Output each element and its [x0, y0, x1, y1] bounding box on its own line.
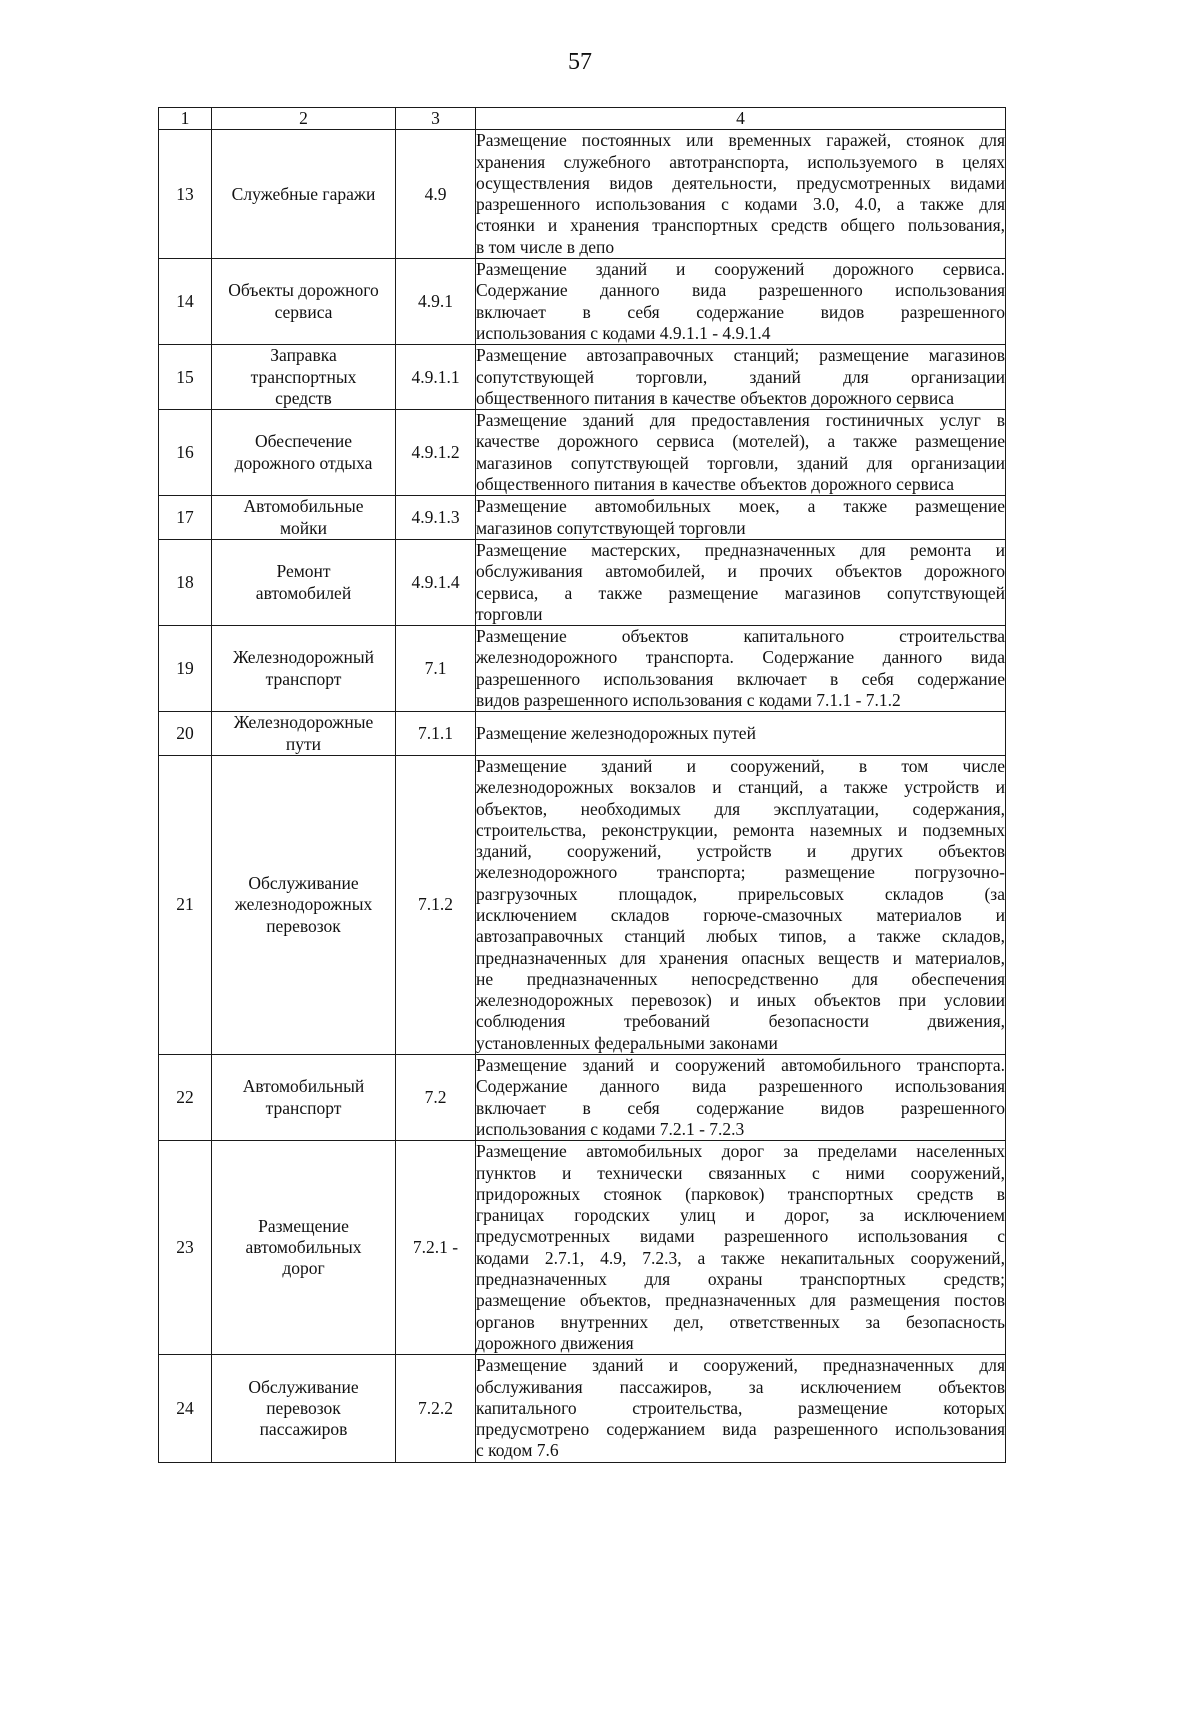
use-description-line: придорожных стоянок (парковок) транспортных средств в	[476, 1183, 1005, 1204]
table-row	[159, 1141, 1006, 1355]
use-name-cell	[212, 1141, 396, 1355]
use-description-line: границах городских улиц и дорог, за исключением	[476, 1205, 1005, 1226]
table-row	[159, 259, 1006, 345]
use-name-line: Ремонт	[276, 561, 331, 582]
use-description-line: магазинов сопутствующей торговли	[476, 517, 746, 538]
use-name-line: дорог	[282, 1258, 325, 1279]
row-number: 22	[159, 1055, 212, 1141]
table-row	[159, 539, 1006, 625]
use-description-cell	[476, 496, 1006, 540]
land-use-table	[158, 107, 1006, 1463]
use-description-cell	[476, 345, 1006, 410]
use-code: 7.2.1 -	[396, 1141, 476, 1355]
use-description-line: включает в себя содержание видов разрешенного	[476, 301, 1005, 322]
use-description-line: Содержание данного вида разрешенного использования	[476, 280, 1005, 301]
use-name-line: средств	[275, 387, 332, 408]
use-name-line: Размещение	[258, 1215, 349, 1236]
use-code: 4.9.1.1	[396, 345, 476, 410]
use-description-line: предназначенных для охраны транспортных средств;	[476, 1269, 1005, 1290]
use-description-line: Размещение зданий и сооружений автомобильного транспорта.	[476, 1055, 1005, 1076]
use-description-line: Размещение зданий и сооружений дорожного сервиса.	[476, 259, 1005, 280]
use-name-line: Автомобильные	[243, 496, 364, 517]
use-description-line: использования с кодами 7.2.1 - 7.2.3	[476, 1118, 745, 1139]
use-description-line: пунктов и технически связанных с ними сооружений,	[476, 1162, 1005, 1183]
use-description-line: строительства, реконструкции, ремонта наземных и подземных	[476, 819, 1005, 840]
table-row	[159, 345, 1006, 410]
use-description-line: разгрузочных площадок, прирельсовых складов (за	[476, 883, 1005, 904]
use-description-line: размещение объектов, предназначенных для размещения постов	[476, 1290, 1005, 1311]
use-description-line: использования с кодами 4.9.1.1 - 4.9.1.4	[476, 322, 771, 343]
header-col-1: 1	[159, 108, 212, 130]
use-description-line: видов разрешенного использования с кодами 7.1.1 - 7.1.2	[476, 690, 901, 711]
use-description-line: исключением складов горюче-смазочных материалов и	[476, 904, 1005, 925]
use-description-line: органов внутренних дел, ответственных за безопасность	[476, 1311, 1005, 1332]
use-description-line: магазинов сопутствующей торговли, зданий для организации	[476, 452, 1005, 473]
row-number: 19	[159, 626, 212, 712]
header-col-2: 2	[212, 108, 396, 130]
use-name-line: Служебные гаражи	[231, 183, 376, 204]
use-description-line: не предназначенных непосредственно для обеспечения	[476, 968, 1005, 989]
use-name-cell	[212, 410, 396, 496]
row-number: 23	[159, 1141, 212, 1355]
use-description-cell	[476, 1055, 1006, 1141]
row-number: 20	[159, 712, 212, 756]
use-name-line: перевозок	[266, 1397, 341, 1418]
use-code: 7.2	[396, 1055, 476, 1141]
use-name-line: Обеспечение	[254, 431, 353, 452]
table-body	[159, 130, 1006, 1462]
use-code: 4.9.1.4	[396, 539, 476, 625]
use-name-line: Автомобильный	[242, 1076, 365, 1097]
use-name-cell	[212, 345, 396, 410]
use-name-cell	[212, 712, 396, 756]
use-description-line: хранения служебного автотранспорта, используемого в целях	[476, 151, 1005, 172]
use-description-line: железнодорожных перевозок) и иных объектов при условии	[476, 990, 1005, 1011]
use-description-cell	[476, 259, 1006, 345]
use-description-line: Размещение зданий для предоставления гостиничных услуг в	[476, 410, 1005, 431]
use-description-cell	[476, 539, 1006, 625]
use-name-line: автомобилей	[255, 582, 352, 603]
use-description-line: Размещение автозаправочных станций; размещение магазинов	[476, 345, 1005, 366]
use-description-line: качестве дорожного сервиса (мотелей), а также размещение	[476, 431, 1005, 452]
table-row	[159, 626, 1006, 712]
use-description-line: Размещение зданий и сооружений, в том числе	[476, 755, 1005, 776]
table-row	[159, 755, 1006, 1054]
use-name-line: Заправка	[270, 345, 337, 366]
row-number: 13	[159, 130, 212, 259]
use-name-line: Обслуживание	[248, 873, 359, 894]
table-row	[159, 496, 1006, 540]
header-row	[159, 108, 1006, 130]
use-description-line: обслуживания пассажиров, за исключением объектов	[476, 1376, 1005, 1397]
use-code: 4.9.1	[396, 259, 476, 345]
table-row	[159, 130, 1006, 259]
row-number: 18	[159, 539, 212, 625]
use-name-line: Железнодорожные	[233, 712, 374, 733]
use-name-line: транспорт	[265, 668, 342, 689]
use-name-line: мойки	[279, 517, 328, 538]
use-description-line: кодами 2.7.1, 4.9, 7.2.3, а также некапитальных сооружений,	[476, 1247, 1005, 1268]
use-description-cell	[476, 755, 1006, 1054]
use-name-line: дорожного отдыха	[234, 452, 373, 473]
use-description-line: сопутствующей торговли, зданий для организации	[476, 366, 1005, 387]
use-description-line: предусмотрено содержанием вида разрешенного использования	[476, 1419, 1005, 1440]
header-col-3: 3	[396, 108, 476, 130]
use-description-line: Размещение мастерских, предназначенных для ремонта и	[476, 539, 1005, 560]
use-name-cell	[212, 626, 396, 712]
use-description-line: Размещение автомобильных дорог за пределами населенных	[476, 1141, 1005, 1162]
use-name-line: сервиса	[274, 301, 333, 322]
row-number: 14	[159, 259, 212, 345]
use-name-line: Железнодорожный	[232, 647, 375, 668]
use-description-line: разрешенного использования включает в себя содержание	[476, 668, 1005, 689]
use-name-cell	[212, 755, 396, 1054]
use-description-line: предусмотренных видами разрешенного использования с	[476, 1226, 1005, 1247]
header-col-4: 4	[476, 108, 1006, 130]
use-code: 4.9.1.2	[396, 410, 476, 496]
use-description-line: сервиса, а также размещение магазинов сопутствующей	[476, 582, 1005, 603]
row-number: 21	[159, 755, 212, 1054]
page-number: 57	[568, 49, 592, 75]
use-description-cell	[476, 1141, 1006, 1355]
use-code: 7.1.1	[396, 712, 476, 756]
use-code: 7.1	[396, 626, 476, 712]
use-description-cell	[476, 626, 1006, 712]
row-number: 17	[159, 496, 212, 540]
use-description-line: автозаправочных станций любых типов, а также складов,	[476, 926, 1005, 947]
use-description-line: разрешенного использования с кодами 3.0, 4.0, а также для	[476, 194, 1005, 215]
use-name-line: транспорт	[265, 1097, 342, 1118]
row-number: 24	[159, 1355, 212, 1462]
use-description-line: Размещение объектов капитального строительства	[476, 626, 1005, 647]
row-number: 16	[159, 410, 212, 496]
use-description-line: объектов, необходимых для эксплуатации, содержания,	[476, 798, 1005, 819]
use-description-line: железнодорожного транспорта. Содержание данного вида	[476, 647, 1005, 668]
use-code: 7.1.2	[396, 755, 476, 1054]
use-name-line: пути	[285, 733, 322, 754]
use-name-line: Обслуживание	[248, 1376, 359, 1397]
use-description-line: включает в себя содержание видов разрешенного	[476, 1097, 1005, 1118]
use-description-line: соблюдения требований безопасности движения,	[476, 1011, 1005, 1032]
use-description-line: установленных федеральными законами	[476, 1032, 778, 1053]
use-name-line: автомобильных	[245, 1237, 362, 1258]
use-description-cell	[476, 1355, 1006, 1462]
use-name-line: перевозок	[266, 915, 341, 936]
use-description-line: железнодорожных вокзалов и станций, а также устройств и	[476, 777, 1005, 798]
table-row	[159, 712, 1006, 756]
use-description-line: торговли	[476, 603, 543, 624]
table-row	[159, 410, 1006, 496]
use-name-cell	[212, 259, 396, 345]
use-description-line: общественного питания в качестве объектов дорожного сервиса	[476, 474, 954, 495]
use-code: 4.9	[396, 130, 476, 259]
use-name-cell	[212, 496, 396, 540]
use-description-line: железнодорожного транспорта; размещение погрузочно-	[476, 862, 1005, 883]
use-name-cell	[212, 130, 396, 259]
use-description-line: общественного питания в качестве объектов дорожного сервиса	[476, 387, 954, 408]
use-description-line: Размещение постоянных или временных гаражей, стоянок для	[476, 130, 1005, 151]
use-code: 4.9.1.3	[396, 496, 476, 540]
use-description-line: обслуживания автомобилей, и прочих объектов дорожного	[476, 561, 1005, 582]
use-description-cell	[476, 130, 1006, 259]
table-row	[159, 1055, 1006, 1141]
use-description-cell	[476, 410, 1006, 496]
use-description-line: Содержание данного вида разрешенного использования	[476, 1076, 1005, 1097]
use-description-line: дорожного движения	[476, 1332, 634, 1353]
use-description-line: капитального строительства, размещение которых	[476, 1397, 1005, 1418]
use-name-cell	[212, 1055, 396, 1141]
use-code: 7.2.2	[396, 1355, 476, 1462]
use-description-line: осуществления видов деятельности, предусмотренных видами	[476, 172, 1005, 193]
table-row	[159, 1355, 1006, 1462]
use-description-line: в том числе в депо	[476, 236, 615, 257]
use-name-line: Объекты дорожного	[228, 280, 379, 301]
use-description-line: зданий, сооружений, устройств и других объектов	[476, 841, 1005, 862]
use-description-line: предназначенных для хранения опасных веществ и материалов,	[476, 947, 1005, 968]
use-name-cell	[212, 1355, 396, 1462]
row-number: 15	[159, 345, 212, 410]
use-description-line: Размещение автомобильных моек, а также размещение	[476, 496, 1005, 517]
use-description-cell	[476, 712, 1006, 756]
use-name-line: транспортных	[250, 366, 357, 387]
use-name-cell	[212, 539, 396, 625]
use-name-line: железнодорожных	[234, 894, 373, 915]
use-description-line: стоянки и хранения транспортных средств общего пользования,	[476, 215, 1005, 236]
use-description-line: с кодом 7.6	[476, 1440, 559, 1461]
use-description-line: Размещение зданий и сооружений, предназначенных для	[476, 1355, 1005, 1376]
use-description-line: Размещение железнодорожных путей	[476, 722, 756, 743]
use-name-line: пассажиров	[259, 1419, 348, 1440]
